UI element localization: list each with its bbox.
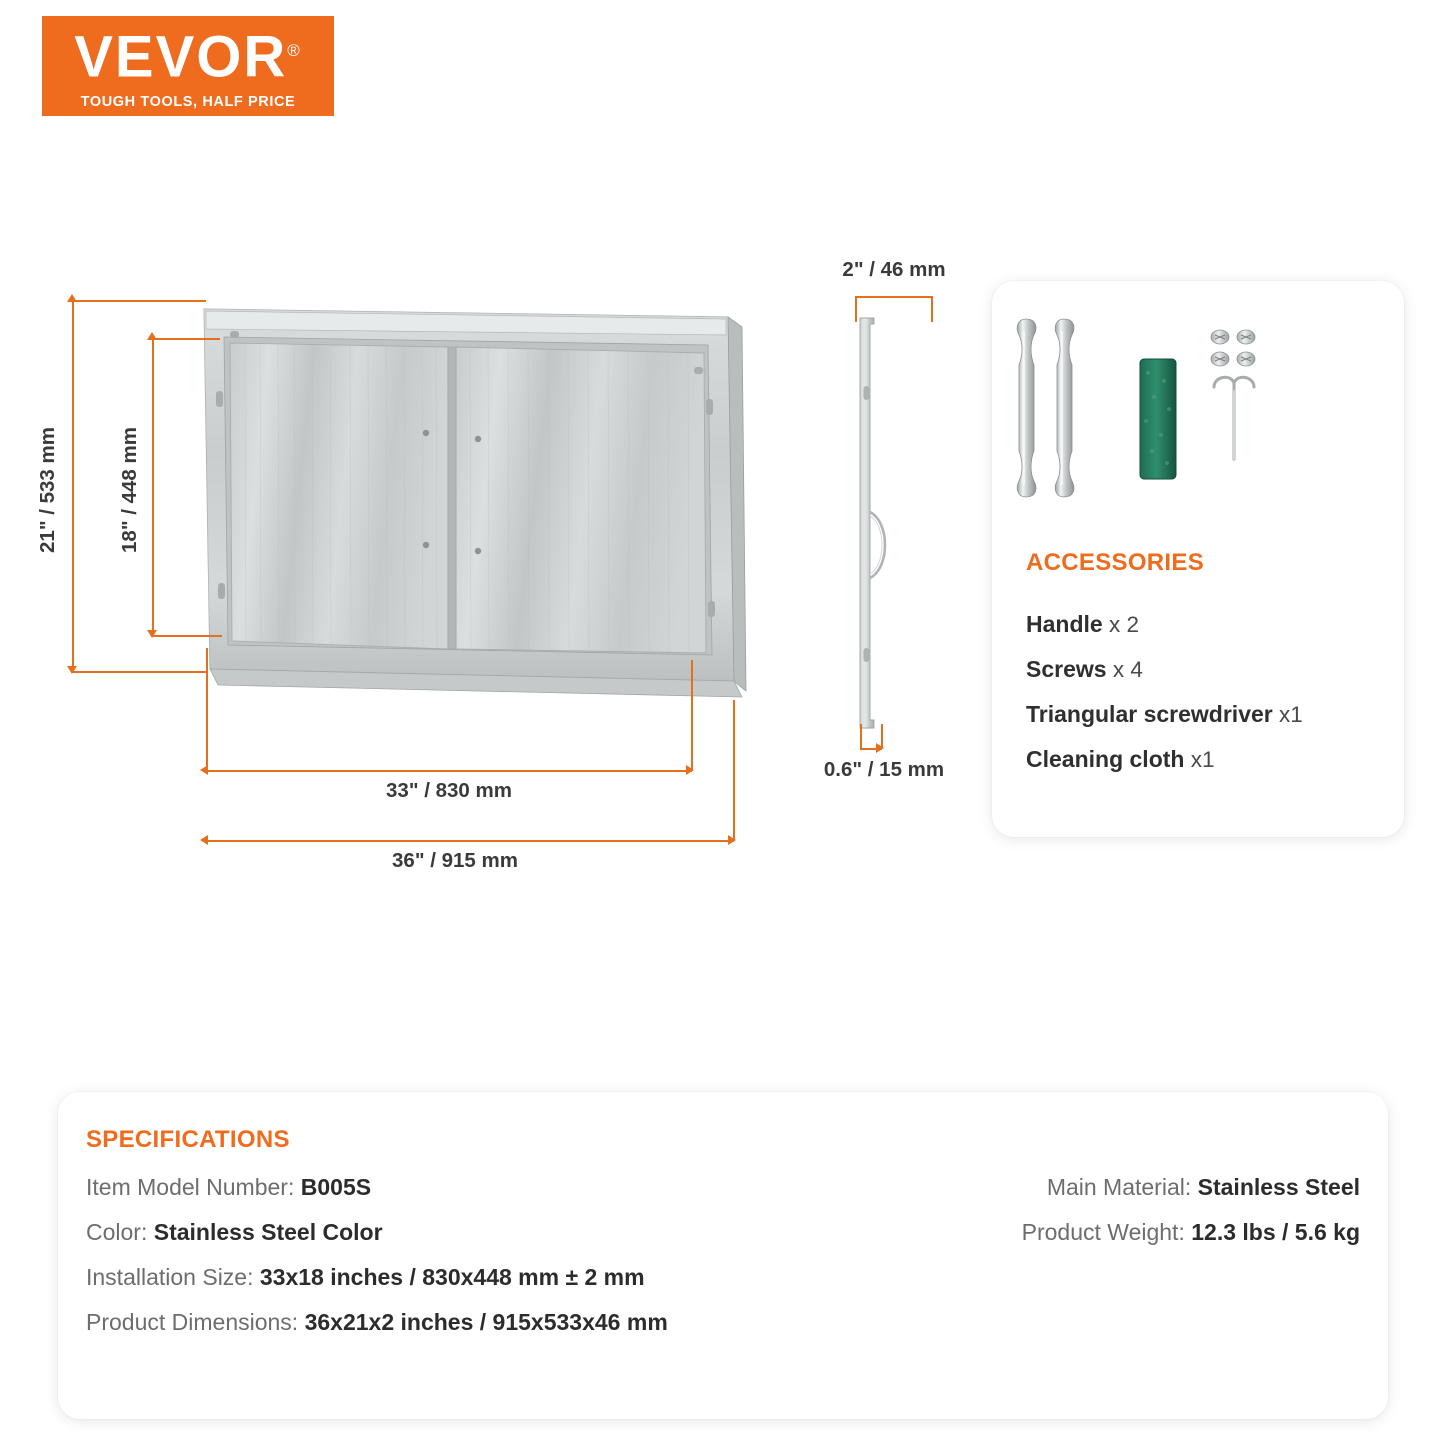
dim-label-depth-total: 2" / 46 mm: [842, 258, 946, 281]
spec-value: 36x21x2 inches / 915x533x46 mm: [304, 1309, 668, 1335]
specifications-title: SPECIFICATIONS: [86, 1126, 290, 1153]
dim-ext-right-width-inner: [691, 660, 693, 770]
spec-row: [1022, 1219, 1360, 1246]
cleaning-cloth-icon: [1140, 359, 1176, 479]
spec-row: [86, 1174, 668, 1201]
double-door-front-view: [190, 283, 750, 743]
dim-line-height-inner: [152, 338, 154, 636]
accessories-card: [992, 281, 1404, 837]
dim-label-height-outer: 21" / 533 mm: [36, 427, 59, 553]
spec-value: B005S: [300, 1174, 372, 1200]
accessories-illustration: [1014, 311, 1394, 531]
spec-value: Stainless Steel Color: [153, 1219, 383, 1245]
dim-line-width-inner: [206, 770, 692, 772]
dim-line-width-outer: [206, 840, 734, 842]
dim-label-width-outer: 36" / 915 mm: [392, 849, 518, 872]
accessory-label: Screws: [1026, 656, 1107, 682]
spec-row: [86, 1219, 668, 1246]
door-side-view: [840, 300, 910, 745]
specifications-left-column: [86, 1174, 668, 1354]
specifications-right-column: [1022, 1174, 1360, 1264]
accessory-qty: x1: [1190, 747, 1215, 772]
specifications-card: [58, 1092, 1388, 1419]
spec-label: Main Material:: [1046, 1174, 1192, 1200]
accessory-qty: x 4: [1112, 657, 1143, 682]
accessory-item: [1026, 746, 1303, 773]
dim-arrow-down-height-inner: [147, 630, 157, 638]
screw-icon: [1237, 352, 1255, 366]
accessory-item: [1026, 656, 1303, 683]
spec-row: [1022, 1174, 1360, 1201]
dim-arrow-right-width-outer: [728, 835, 736, 845]
dim-arrow-right-width-inner: [686, 765, 694, 775]
spec-row: [86, 1309, 668, 1336]
dim-ext-top-height-outer: [72, 300, 206, 302]
accessory-qty: x 2: [1108, 612, 1139, 637]
accessory-label: Triangular screwdriver: [1026, 701, 1273, 727]
brand-name: [74, 22, 302, 90]
spec-label: Item Model Number:: [86, 1174, 295, 1200]
brand-name-text: VEVOR: [74, 24, 288, 90]
spec-label: Color:: [86, 1219, 148, 1245]
dim-ext-bottom-height-outer: [72, 671, 208, 673]
accessory-label: Cleaning cloth: [1026, 746, 1185, 772]
screw-icon: [1211, 352, 1229, 366]
dim-ext-right-depth-total: [931, 296, 933, 322]
dim-ext-bottom-height-inner: [152, 635, 222, 637]
dim-line-depth-total: [855, 296, 933, 298]
dim-ext-left-width-inner: [206, 648, 208, 770]
dim-ext-right-width-outer: [733, 700, 735, 840]
accessories-title: ACCESSORIES: [1026, 549, 1205, 576]
registered-mark: ®: [287, 41, 302, 61]
handle-icon: [1055, 319, 1074, 497]
dim-arrow-left-width-outer: [200, 835, 208, 845]
screw-icon: [1237, 330, 1255, 344]
screw-icon: [1211, 330, 1229, 344]
dim-ext-top-height-inner: [152, 338, 220, 340]
spec-value: 33x18 inches / 830x448 mm ± 2 mm: [259, 1264, 645, 1290]
brand-tagline: TOUGH TOOLS, HALF PRICE: [80, 93, 296, 110]
door-side-illustration: [840, 300, 910, 745]
triangular-screwdriver-icon: [1214, 377, 1254, 459]
accessory-label: Handle: [1026, 611, 1103, 637]
dim-label-height-inner: 18" / 448 mm: [118, 427, 141, 553]
spec-label: Product Weight:: [1021, 1219, 1185, 1245]
dim-ext-right-depth-flange: [881, 724, 883, 748]
dim-ext-left-depth-total: [855, 296, 857, 322]
spec-label: Installation Size:: [86, 1264, 254, 1290]
accessory-item: [1026, 701, 1303, 728]
spec-label: Product Dimensions:: [86, 1309, 299, 1335]
dim-arrow-right-depth-flange: [876, 743, 884, 753]
accessory-qty: x1: [1279, 702, 1303, 727]
spec-value: 12.3 lbs / 5.6 kg: [1191, 1219, 1360, 1245]
dim-line-height-outer: [72, 300, 74, 672]
dim-ext-left-depth-flange: [860, 724, 862, 748]
handle-icon: [1017, 319, 1036, 497]
dim-arrow-down-height-outer: [67, 666, 77, 674]
spec-value: Stainless Steel: [1197, 1174, 1360, 1200]
accessory-item: [1026, 611, 1303, 638]
dim-label-width-inner: 33" / 830 mm: [386, 779, 512, 802]
spec-row: [86, 1264, 668, 1291]
brand-logo: [42, 16, 334, 116]
dim-label-depth-flange: 0.6" / 15 mm: [823, 758, 945, 781]
door-front-illustration: [190, 283, 750, 743]
